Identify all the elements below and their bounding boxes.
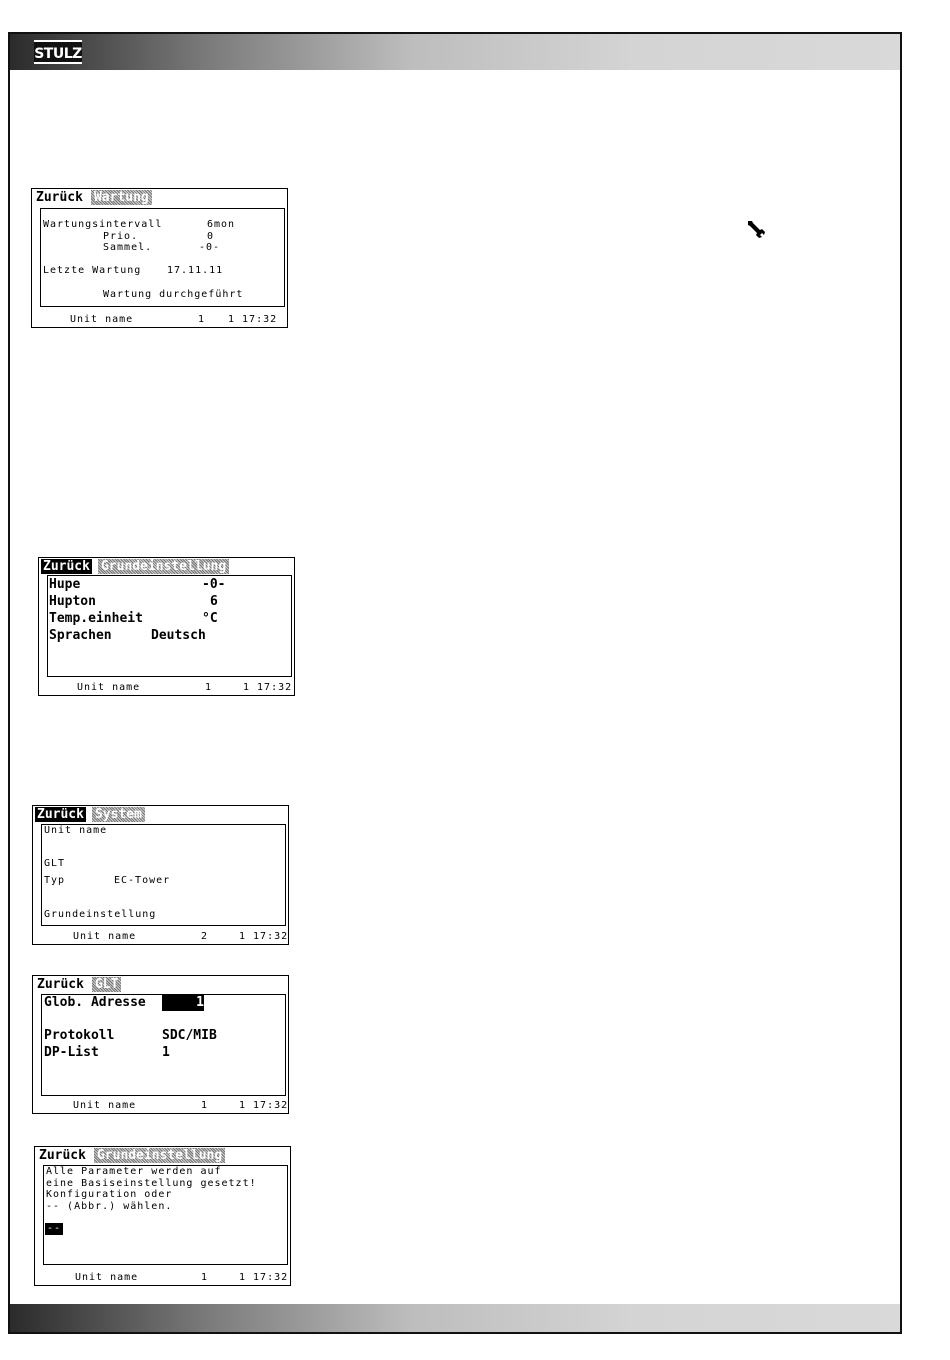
row-value: SDC/MIB — [162, 1028, 217, 1043]
screen-title: System — [92, 807, 145, 822]
stulz-logo: STULZ — [34, 40, 82, 64]
row-value: 1 — [162, 1045, 170, 1060]
footer-unit: Unit name — [73, 931, 137, 942]
menu-row[interactable]: Temp.einheit — [49, 611, 143, 626]
menu-row: Letzte Wartung — [43, 265, 142, 276]
screen-header — [41, 559, 229, 575]
lcd-screen-reset — [34, 1146, 291, 1286]
footer-time: 1 17:32 — [228, 314, 278, 325]
screen-header — [37, 1148, 225, 1164]
row-value: -0- — [202, 577, 226, 592]
screen-content — [43, 1165, 288, 1265]
wrench-icon — [745, 218, 767, 240]
menu-row[interactable]: Hupton — [49, 594, 96, 609]
screen-content — [41, 824, 286, 926]
menu-row[interactable]: Hupe — [49, 577, 81, 592]
row-value: 6mon — [207, 219, 236, 230]
screen-content — [40, 208, 285, 307]
footer-bar — [10, 1304, 900, 1332]
address-input[interactable]: 1 — [162, 995, 204, 1011]
row-value: -0- — [199, 242, 221, 253]
footer-num: 1 — [201, 1272, 209, 1283]
row-value: 6 — [210, 594, 218, 609]
screen-header — [35, 977, 121, 993]
menu-row[interactable]: Wartung durchgeführt — [103, 289, 244, 300]
menu-row[interactable]: Unit name — [44, 825, 108, 836]
menu-row[interactable]: Wartungsintervall — [43, 219, 163, 230]
back-button[interactable]: Zurück — [39, 1148, 86, 1163]
footer-num: 1 — [201, 1100, 209, 1111]
back-button[interactable]: Zurück — [37, 977, 84, 992]
header-bar — [10, 34, 900, 70]
screen-content — [41, 994, 286, 1096]
screen-title: Wartung — [91, 190, 152, 205]
menu-row[interactable]: GLT — [44, 858, 66, 869]
config-select[interactable]: -- — [47, 1223, 62, 1234]
screen-title: Grundeinstellung — [94, 1148, 225, 1163]
footer-unit: Unit name — [75, 1272, 139, 1283]
screen-content — [47, 575, 292, 677]
menu-row[interactable]: DP-List — [44, 1045, 99, 1060]
footer-unit: Unit name — [70, 314, 134, 325]
menu-row[interactable]: Sammel. — [103, 242, 153, 253]
info-line: -- (Abbr.) wählen. — [46, 1201, 173, 1212]
lcd-screen-glt — [32, 975, 289, 1114]
menu-row[interactable]: Prio. — [103, 231, 139, 242]
menu-row[interactable]: Protokoll — [44, 1028, 115, 1043]
footer-time: 1 17:32 — [243, 682, 293, 693]
row-value: EC-Tower — [114, 875, 171, 886]
footer-unit: Unit name — [77, 682, 141, 693]
back-button[interactable]: Zurück — [43, 559, 90, 574]
footer-num: 1 — [198, 314, 206, 325]
footer-time: 1 17:32 — [239, 1100, 289, 1111]
footer-num: 1 — [205, 682, 213, 693]
menu-row[interactable]: Typ — [44, 875, 66, 886]
lcd-screen-grundeinstellung — [38, 557, 295, 696]
footer-time: 1 17:32 — [239, 1272, 289, 1283]
row-value: °C — [202, 611, 218, 626]
info-line: eine Basiseinstellung gesetzt! — [46, 1178, 257, 1189]
row-value: Deutsch — [151, 628, 206, 643]
lcd-screen-system — [32, 805, 289, 945]
footer-unit: Unit name — [73, 1100, 137, 1111]
screen-header — [34, 190, 152, 206]
menu-row[interactable]: Glob. Adresse — [44, 995, 146, 1010]
back-button[interactable]: Zurück — [36, 190, 83, 205]
info-line: Konfiguration oder — [46, 1189, 173, 1200]
screen-title: Grundeinstellung — [98, 559, 229, 574]
footer-time: 1 17:32 — [239, 931, 289, 942]
menu-row[interactable]: Grundeinstellung — [44, 909, 157, 920]
back-button[interactable]: Zurück — [37, 807, 84, 822]
lcd-screen-wartung — [31, 188, 288, 328]
footer-num: 2 — [201, 931, 209, 942]
screen-header — [35, 807, 145, 823]
screen-title: GLT — [92, 977, 121, 992]
menu-row[interactable]: Sprachen — [49, 628, 112, 643]
info-line: Alle Parameter werden auf — [46, 1166, 222, 1177]
row-value: 0 — [207, 231, 215, 242]
row-value: 17.11.11 — [167, 265, 224, 276]
